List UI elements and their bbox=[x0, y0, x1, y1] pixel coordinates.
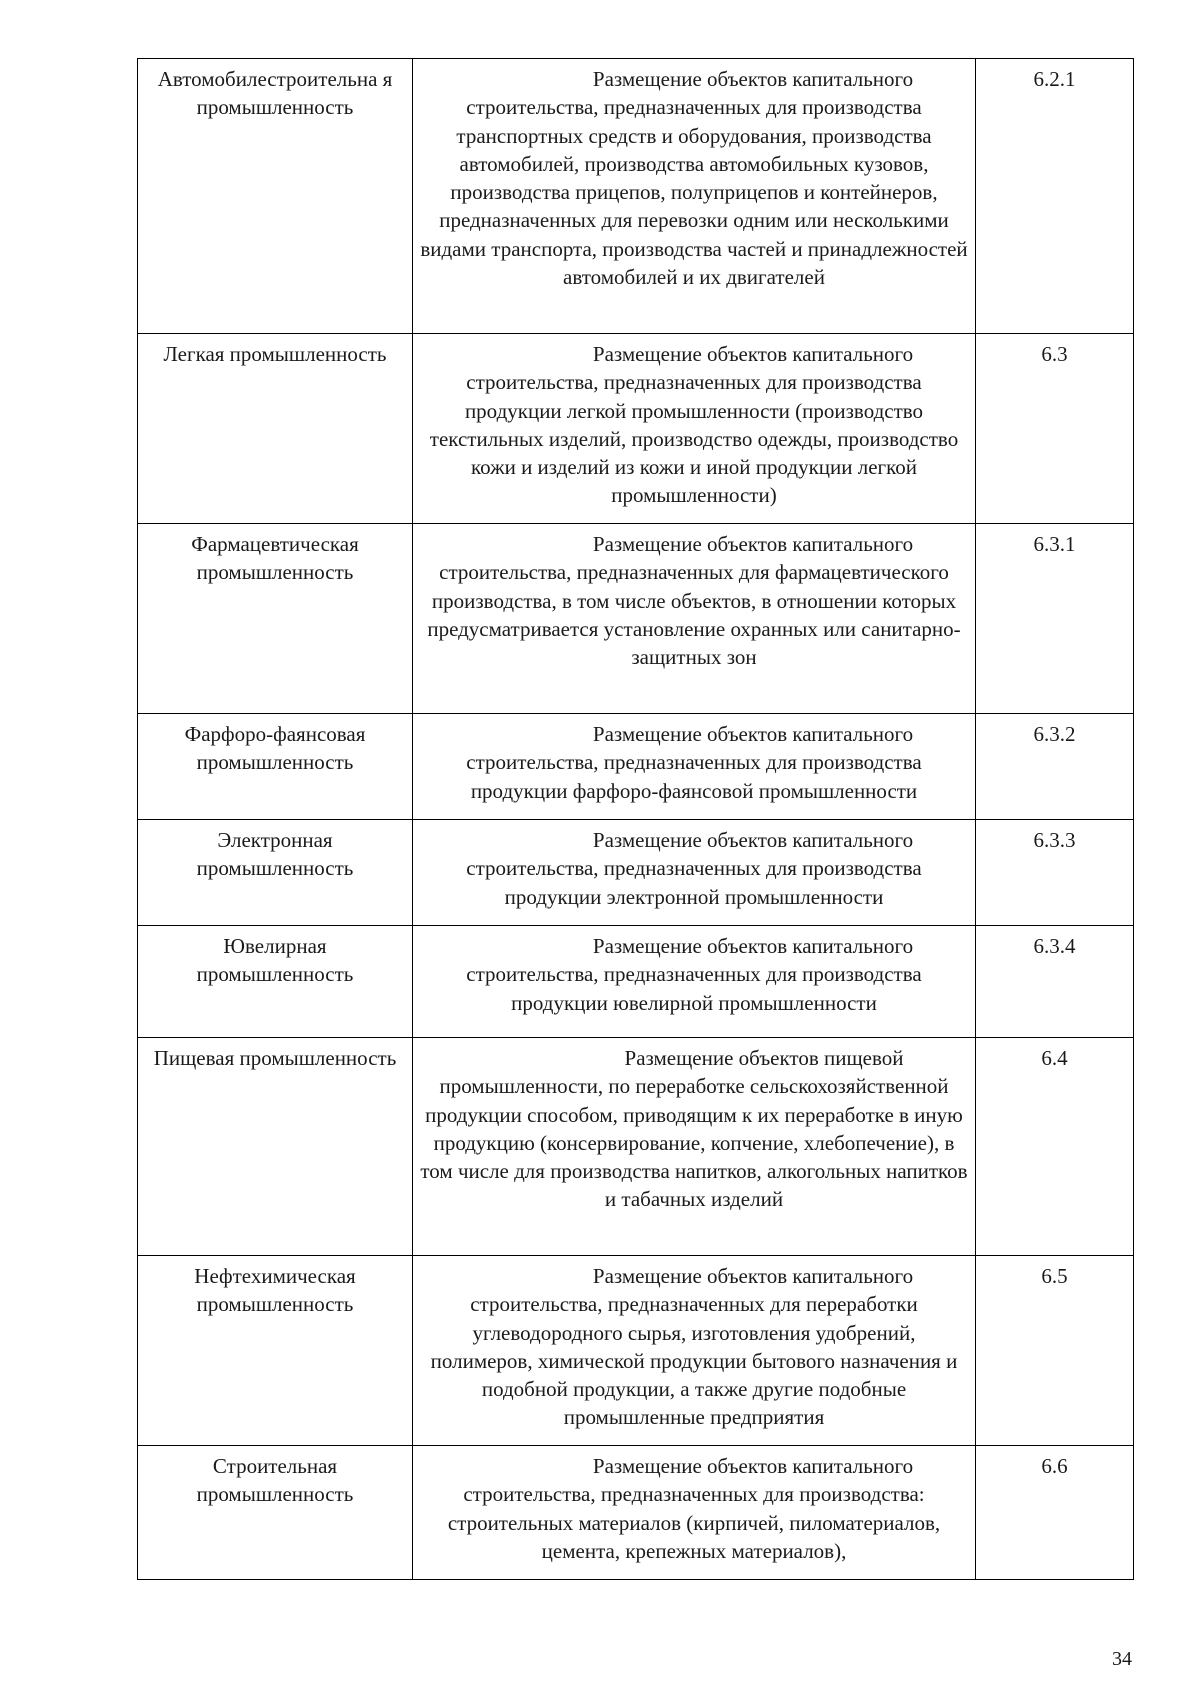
table-row bbox=[138, 714, 1134, 820]
activity-name-cell: Строительная промышленность bbox=[138, 1446, 413, 1580]
activity-name-cell: Нефтехимическая промышленность bbox=[138, 1256, 413, 1446]
activity-description-cell bbox=[413, 334, 976, 524]
activity-name-cell: Легкая промышленность bbox=[138, 334, 413, 524]
land-use-table bbox=[137, 58, 1134, 1580]
activity-description-text: Размещение объектов капитального строительства, предназначенных для переработки углеводородного сырья, изготовления удобрений, полимеров, химической продукции бытового назначения и подобной продукции, а также другие подобные промышленные предприятия bbox=[430, 1264, 958, 1430]
activity-name-cell: Ювелирная промышленность bbox=[138, 926, 413, 1038]
activity-description-text: Размещение объектов капитального строительства, предназначенных для производства продукции легкой промышленности (производство текстильных изделий, производство одежды, производство кожи и изделий из кожи и иной продукции легкой промышленности) bbox=[429, 342, 959, 508]
table-row bbox=[138, 1256, 1134, 1446]
activity-description-text: Размещение объектов капитального строительства, предназначенных для фармацевтического производства, в том числе объектов, в отношении которых предусматривается установление охранных или санитарно-защитных зон bbox=[427, 532, 961, 670]
activity-code-cell: 6.2.1 bbox=[976, 59, 1134, 334]
activity-description-cell bbox=[413, 820, 976, 926]
activity-description-text: Размещение объектов капитального строительства, предназначенных для производства продукции фарфоро-фаянсовой промышленности bbox=[466, 722, 922, 803]
activity-description-text: Размещение объектов капитального строительства, предназначенных для производства: строительных материалов (кирпичей, пиломатериалов, цемента, крепежных материалов), bbox=[447, 1454, 941, 1563]
activity-description-cell bbox=[413, 59, 976, 334]
activity-name-cell: Пищевая промышленность bbox=[138, 1038, 413, 1256]
activity-description-text: Размещение объектов капитального строительства, предназначенных для производства продукции ювелирной промышленности bbox=[466, 934, 922, 1015]
activity-name-cell: Автомобилестроительна я промышленность bbox=[138, 59, 413, 334]
table-row bbox=[138, 1038, 1134, 1256]
activity-code-cell: 6.4 bbox=[976, 1038, 1134, 1256]
activity-description-cell bbox=[413, 1446, 976, 1580]
activity-description-cell bbox=[413, 524, 976, 714]
table-row bbox=[138, 524, 1134, 714]
activity-description-cell bbox=[413, 926, 976, 1038]
activity-code-cell: 6.5 bbox=[976, 1256, 1134, 1446]
activity-code-cell: 6.3.1 bbox=[976, 524, 1134, 714]
activity-description-text: Размещение объектов капитального строительства, предназначенных для производства продукции электронной промышленности bbox=[466, 828, 922, 909]
table-row bbox=[138, 926, 1134, 1038]
page-number: 34 bbox=[1112, 1648, 1132, 1670]
activity-code-cell: 6.6 bbox=[976, 1446, 1134, 1580]
activity-description-text: Размещение объектов пищевой промышленности, по переработке сельскохозяйственной продукции способом, приводящим к их переработке в иную продукцию (консервирование, копчение, хлебопечение), в том числе для производства напитков, алкогольных напитков и табачных изделий bbox=[420, 1046, 968, 1212]
activity-name-cell: Фармацевтическая промышленность bbox=[138, 524, 413, 714]
activity-code-cell: 6.3 bbox=[976, 334, 1134, 524]
activity-description-cell bbox=[413, 714, 976, 820]
activity-code-cell: 6.3.2 bbox=[976, 714, 1134, 820]
activity-description-cell bbox=[413, 1256, 976, 1446]
activity-description-cell bbox=[413, 1038, 976, 1256]
activity-code-cell: 6.3.3 bbox=[976, 820, 1134, 926]
activity-name-cell: Фарфоро-фаянсовая промышленность bbox=[138, 714, 413, 820]
table-row bbox=[138, 59, 1134, 334]
activity-description-text: Размещение объектов капитального строительства, предназначенных для производства транспортных средств и оборудования, производства автомобилей, производства автомобильных кузовов, производства прицепов, полуприцепов и контейнеров, предназначенных для перевозки одним или несколькими видами транспорта, производства частей и принадлежностей автомобилей и их двигателей bbox=[420, 67, 968, 290]
activity-name-cell: Электронная промышленность bbox=[138, 820, 413, 926]
table-row bbox=[138, 1446, 1134, 1580]
table-row bbox=[138, 820, 1134, 926]
table-row bbox=[138, 334, 1134, 524]
activity-code-cell: 6.3.4 bbox=[976, 926, 1134, 1038]
